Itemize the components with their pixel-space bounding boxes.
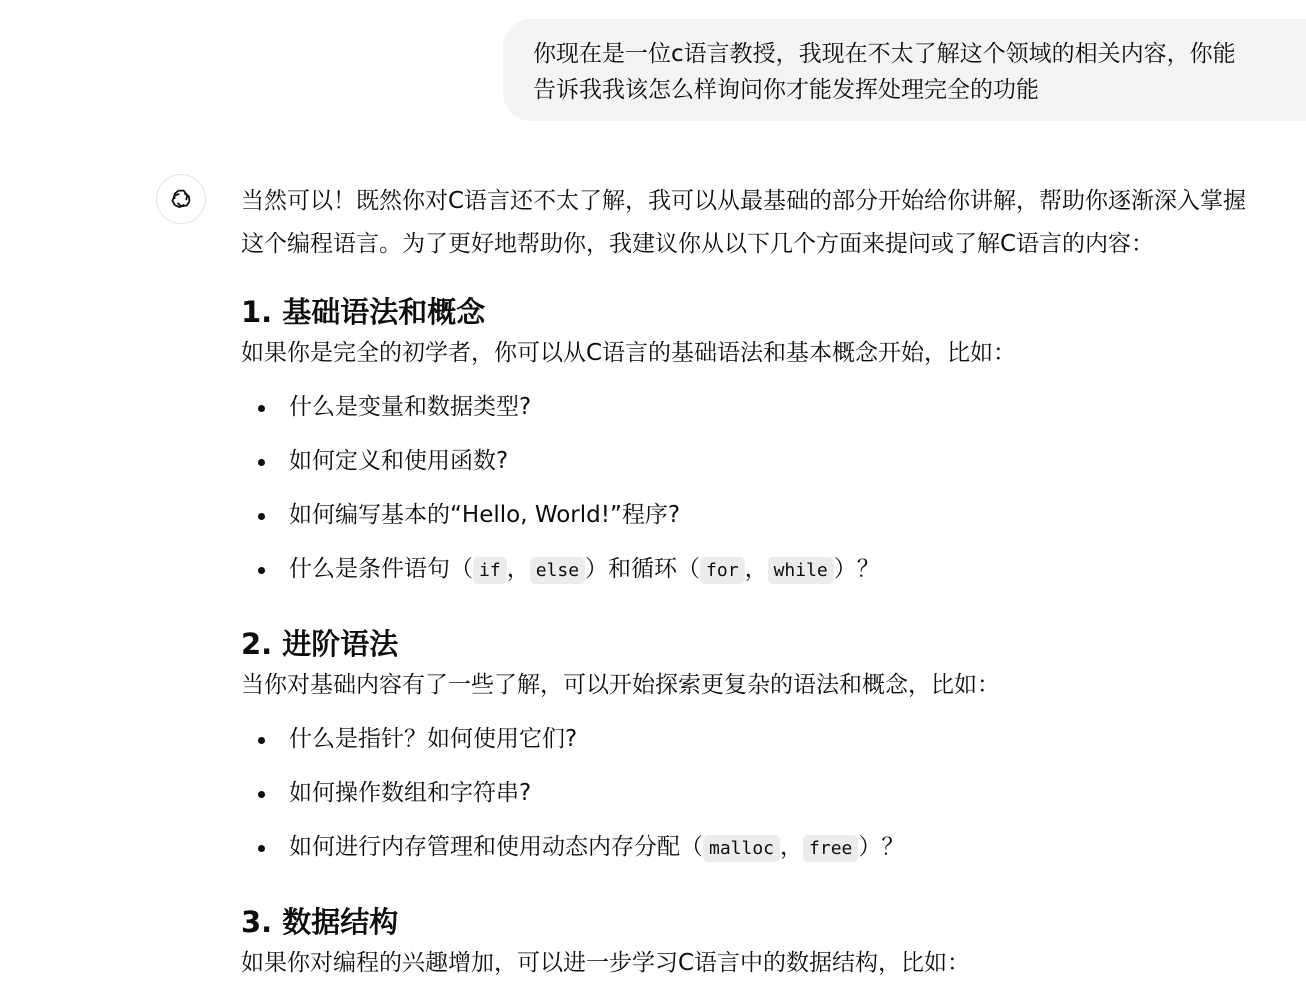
intro-line: 当然可以！既然你对C语言还不太了解，我可以从最基础的部分开始给你讲解，帮助你逐渐深入掌握 — [241, 188, 1247, 214]
list-item-text: ）？ — [858, 834, 905, 860]
list-item-text: ， — [744, 556, 768, 582]
inline-code: free — [803, 835, 858, 862]
list-item: 什么是变量和数据类型? — [241, 386, 1301, 440]
assistant-message — [241, 180, 1301, 985]
bullet-list — [241, 718, 1301, 880]
inline-code: for — [700, 557, 745, 584]
list-item: 如何操作数组和字符串? — [241, 772, 1301, 826]
user-message-line: 告诉我我该怎么样询问你才能发挥处理完全的功能 — [533, 77, 1039, 103]
section-heading: 3. 数据结构 — [241, 905, 399, 939]
inline-code: if — [473, 557, 507, 584]
list-item: 如何定义和使用函数? — [241, 440, 1301, 494]
inline-code: else — [530, 557, 585, 584]
list-item — [241, 826, 1301, 880]
inline-code: while — [768, 557, 834, 584]
list-item-text: ， — [506, 556, 530, 582]
list-item — [241, 548, 1301, 602]
user-message-line: 你现在是一位c语言教授，我现在不太了解这个领域的相关内容，你能 — [533, 41, 1236, 67]
openai-logo-icon — [167, 185, 195, 213]
bullet-list — [241, 386, 1301, 602]
section-intro: 如果你对编程的兴趣增加，可以进一步学习C语言中的数据结构，比如： — [241, 950, 971, 976]
list-item-text: ）？ — [833, 556, 880, 582]
section-heading: 1. 基础语法和概念 — [241, 295, 486, 329]
list-item: 什么是指针？如何使用它们? — [241, 718, 1301, 772]
list-item-text: ）和循环（ — [585, 556, 701, 582]
user-message-bubble — [503, 19, 1306, 121]
assistant-avatar — [156, 174, 206, 224]
section-intro: 如果你是完全的初学者，你可以从C语言的基础语法和基本概念开始，比如： — [241, 340, 1017, 366]
intro-line: 这个编程语言。为了更好地帮助你，我建议你从以下几个方面来提问或了解C语言的内容： — [241, 231, 1155, 257]
section-heading: 2. 进阶语法 — [241, 627, 399, 661]
user-message-row — [503, 19, 1306, 121]
section-intro: 当你对基础内容有了一些了解，可以开始探索更复杂的语法和概念，比如： — [241, 672, 1000, 698]
list-item-text: 什么是条件语句（ — [289, 556, 473, 582]
assistant-intro — [241, 180, 1301, 266]
list-item-text: ， — [780, 834, 804, 860]
list-item: 如何编写基本的“Hello, World!”程序? — [241, 494, 1301, 548]
list-item-text: 如何进行内存管理和使用动态内存分配（ — [289, 834, 703, 860]
inline-code: malloc — [703, 835, 780, 862]
